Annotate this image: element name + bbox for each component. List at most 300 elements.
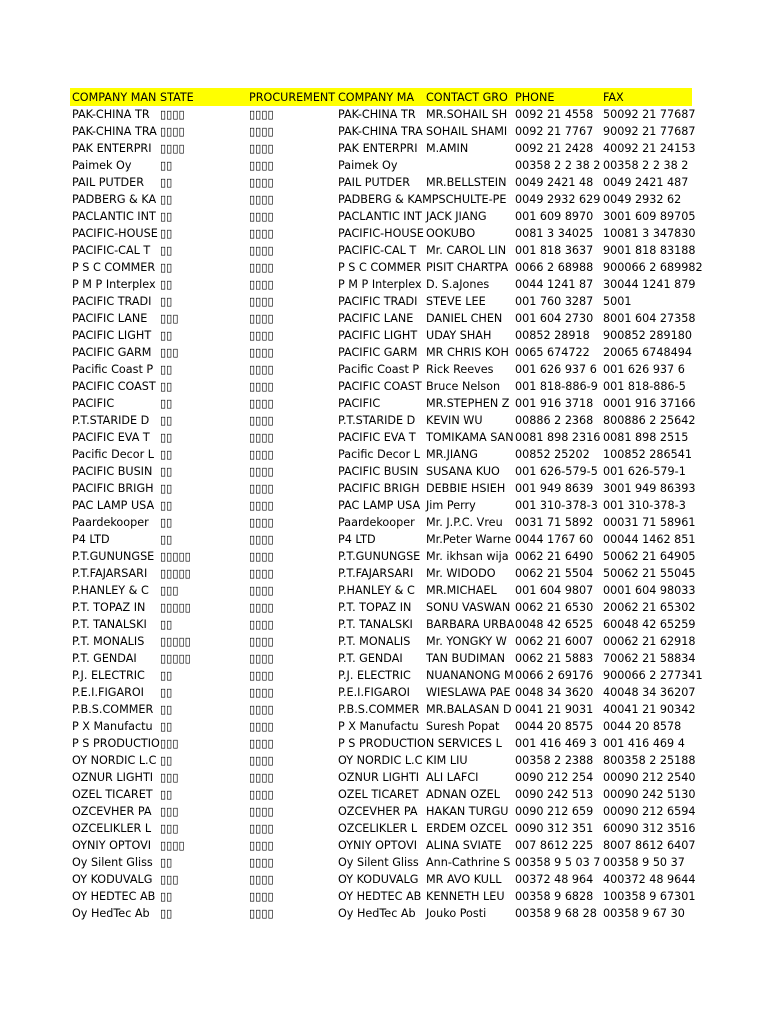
company-name-cell[interactable]: P.HANLEY & C bbox=[72, 584, 149, 597]
fax-cell[interactable]: 900066 2 689982 bbox=[603, 261, 703, 274]
phone-cell[interactable]: 0049 2932 629 bbox=[515, 193, 601, 206]
company-name-cell[interactable]: P M P Interplex bbox=[72, 278, 156, 291]
phone-cell[interactable]: 0044 1241 87 bbox=[515, 278, 594, 291]
company-ma-cell[interactable]: Pacific Coast P bbox=[338, 363, 420, 376]
contact-cell[interactable]: MR.SOHAIL SH bbox=[426, 108, 508, 121]
contact-cell[interactable]: MR.BALASAN D bbox=[426, 703, 512, 716]
procurement-cell[interactable]: ▯▯▯▯ bbox=[249, 703, 274, 716]
phone-cell[interactable]: 001 916 3718 bbox=[515, 397, 594, 410]
contact-cell[interactable]: M.AMIN bbox=[426, 142, 469, 155]
phone-cell[interactable]: 0092 21 7767 bbox=[515, 125, 594, 138]
procurement-cell[interactable]: ▯▯▯▯ bbox=[249, 431, 274, 444]
procurement-cell[interactable]: ▯▯▯▯ bbox=[249, 295, 274, 308]
contact-cell[interactable]: MR.MICHAEL bbox=[426, 584, 497, 597]
contact-cell[interactable]: Mr. CAROL LIN bbox=[426, 244, 507, 257]
procurement-cell[interactable]: ▯▯▯▯ bbox=[249, 567, 274, 580]
procurement-cell[interactable]: ▯▯▯▯ bbox=[249, 805, 274, 818]
state-cell[interactable]: ▯▯ bbox=[160, 227, 173, 240]
company-name-cell[interactable]: P.T.FAJARSARI bbox=[72, 567, 148, 580]
company-ma-cell[interactable]: PACIFIC GARM bbox=[338, 346, 418, 359]
column-header-company-ma[interactable]: COMPANY MA bbox=[338, 91, 415, 104]
state-cell[interactable]: ▯▯▯ bbox=[160, 584, 179, 597]
company-name-cell[interactable]: P4 LTD bbox=[72, 533, 110, 546]
contact-cell[interactable]: TOMIKAMA SAN bbox=[426, 431, 514, 444]
company-name-cell[interactable]: P.T. MONALIS bbox=[72, 635, 145, 648]
company-name-cell[interactable]: OY KODUVALG bbox=[72, 873, 153, 886]
phone-cell[interactable]: 00358 2 2 38 2 bbox=[515, 159, 601, 172]
contact-cell[interactable]: Bruce Nelson bbox=[426, 380, 501, 393]
phone-cell[interactable]: 007 8612 225 bbox=[515, 839, 594, 852]
company-ma-cell[interactable]: OZNUR LIGHTI bbox=[338, 771, 420, 784]
company-name-cell[interactable]: PACIFIC TRADI bbox=[72, 295, 152, 308]
company-name-cell[interactable]: PACIFIC BUSIN bbox=[72, 465, 153, 478]
contact-cell[interactable]: Jouko Posti bbox=[426, 907, 487, 920]
contact-cell[interactable]: Suresh Popat bbox=[426, 720, 500, 733]
phone-cell[interactable]: 001 760 3287 bbox=[515, 295, 594, 308]
phone-cell[interactable]: 0062 21 6490 bbox=[515, 550, 594, 563]
company-ma-cell[interactable]: PACIFIC BRIGH bbox=[338, 482, 420, 495]
state-cell[interactable]: ▯▯ bbox=[160, 159, 173, 172]
phone-cell[interactable]: 001 626 937 6 bbox=[515, 363, 597, 376]
procurement-cell[interactable]: ▯▯▯▯ bbox=[249, 669, 274, 682]
company-name-cell[interactable]: P.E.I.FIGAROI bbox=[72, 686, 144, 699]
phone-cell[interactable]: 0092 21 4558 bbox=[515, 108, 594, 121]
procurement-cell[interactable]: ▯▯▯▯ bbox=[249, 261, 274, 274]
procurement-cell[interactable]: ▯▯▯▯ bbox=[249, 176, 274, 189]
procurement-cell[interactable]: ▯▯▯▯ bbox=[249, 618, 274, 631]
contact-cell[interactable]: DEBBIE HSIEH bbox=[426, 482, 506, 495]
fax-cell[interactable]: 20065 6748494 bbox=[603, 346, 692, 359]
company-name-cell[interactable]: P.T. TANALSKI bbox=[72, 618, 147, 631]
contact-cell[interactable]: Mr. YONGKY W bbox=[426, 635, 507, 648]
fax-cell[interactable]: 0001 916 37166 bbox=[603, 397, 696, 410]
company-name-cell[interactable]: P.T. TOPAZ IN bbox=[72, 601, 146, 614]
company-ma-cell[interactable]: OZCEVHER PA bbox=[338, 805, 418, 818]
procurement-cell[interactable]: ▯▯▯▯ bbox=[249, 873, 274, 886]
company-name-cell[interactable]: PACIFIC-CAL T bbox=[72, 244, 151, 257]
company-ma-cell[interactable]: P S PRODUCTION SERVICES L bbox=[338, 737, 502, 750]
phone-cell[interactable]: 0031 71 5892 bbox=[515, 516, 594, 529]
company-ma-cell[interactable]: Paimek Oy bbox=[338, 159, 398, 172]
state-cell[interactable]: ▯▯ bbox=[160, 397, 173, 410]
phone-cell[interactable]: 0044 1767 60 bbox=[515, 533, 594, 546]
company-name-cell[interactable]: Oy HedTec Ab bbox=[72, 907, 150, 920]
company-name-cell[interactable]: OYNIY OPTOVI bbox=[72, 839, 152, 852]
phone-cell[interactable]: 0062 21 6007 bbox=[515, 635, 594, 648]
state-cell[interactable]: ▯▯▯ bbox=[160, 312, 179, 325]
company-ma-cell[interactable]: P.J. ELECTRIC bbox=[338, 669, 411, 682]
company-ma-cell[interactable]: P4 LTD bbox=[338, 533, 376, 546]
contact-cell[interactable]: Mr.Peter Warne bbox=[426, 533, 512, 546]
company-ma-cell[interactable]: PACIFIC-HOUSE bbox=[338, 227, 424, 240]
fax-cell[interactable]: 00358 2 2 38 2 bbox=[603, 159, 689, 172]
contact-cell[interactable]: ALINA SVIATE bbox=[426, 839, 502, 852]
state-cell[interactable]: ▯▯▯▯ bbox=[160, 125, 185, 138]
contact-cell[interactable]: SONU VASWAN bbox=[426, 601, 511, 614]
company-ma-cell[interactable]: P.E.I.FIGAROI bbox=[338, 686, 410, 699]
state-cell[interactable]: ▯▯▯▯ bbox=[160, 142, 185, 155]
company-ma-cell[interactable]: Oy Silent Gliss bbox=[338, 856, 419, 869]
company-name-cell[interactable]: Paimek Oy bbox=[72, 159, 132, 172]
contact-cell[interactable]: MR AVO KULL bbox=[426, 873, 502, 886]
procurement-cell[interactable]: ▯▯▯▯ bbox=[249, 142, 274, 155]
phone-cell[interactable]: 0044 20 8575 bbox=[515, 720, 594, 733]
fax-cell[interactable]: 800358 2 25188 bbox=[603, 754, 696, 767]
fax-cell[interactable]: 100358 9 67301 bbox=[603, 890, 696, 903]
fax-cell[interactable]: 001 310-378-3 bbox=[603, 499, 686, 512]
procurement-cell[interactable]: ▯▯▯▯ bbox=[249, 584, 274, 597]
company-name-cell[interactable]: PACIFIC-HOUSE bbox=[72, 227, 158, 240]
fax-cell[interactable]: 3001 949 86393 bbox=[603, 482, 696, 495]
contact-cell[interactable]: MR.BELLSTEIN bbox=[426, 176, 507, 189]
phone-cell[interactable]: 001 604 2730 bbox=[515, 312, 594, 325]
fax-cell[interactable]: 0049 2932 62 bbox=[603, 193, 682, 206]
state-cell[interactable]: ▯▯▯▯▯ bbox=[160, 601, 191, 614]
state-cell[interactable]: ▯▯ bbox=[160, 754, 173, 767]
company-ma-cell[interactable]: PACIFIC BUSIN bbox=[338, 465, 419, 478]
contact-cell[interactable]: BARBARA URBA bbox=[426, 618, 515, 631]
state-cell[interactable]: ▯▯ bbox=[160, 856, 173, 869]
company-ma-cell[interactable]: PACIFIC EVA T bbox=[338, 431, 416, 444]
fax-cell[interactable]: 10081 3 347830 bbox=[603, 227, 696, 240]
procurement-cell[interactable]: ▯▯▯▯ bbox=[249, 720, 274, 733]
phone-cell[interactable]: 0090 242 513 bbox=[515, 788, 594, 801]
phone-cell[interactable]: 00886 2 2368 bbox=[515, 414, 594, 427]
company-ma-cell[interactable]: PACIFIC-CAL T bbox=[338, 244, 417, 257]
fax-cell[interactable]: 9001 818 83188 bbox=[603, 244, 696, 257]
company-ma-cell[interactable]: OY NORDIC L.C bbox=[338, 754, 423, 767]
fax-cell[interactable]: 3001 609 89705 bbox=[603, 210, 696, 223]
procurement-cell[interactable]: ▯▯▯▯ bbox=[249, 890, 274, 903]
fax-cell[interactable]: 70062 21 58834 bbox=[603, 652, 696, 665]
state-cell[interactable]: ▯▯ bbox=[160, 210, 173, 223]
contact-cell[interactable]: Mr. ikhsan wija bbox=[426, 550, 509, 563]
state-cell[interactable]: ▯▯▯ bbox=[160, 822, 179, 835]
contact-cell[interactable]: HAKAN TURGU bbox=[426, 805, 509, 818]
phone-cell[interactable]: 001 604 9807 bbox=[515, 584, 594, 597]
fax-cell[interactable]: 50062 21 55045 bbox=[603, 567, 696, 580]
phone-cell[interactable]: 00852 25202 bbox=[515, 448, 590, 461]
phone-cell[interactable]: 0065 674722 bbox=[515, 346, 590, 359]
column-header-procurement[interactable]: PROCUREMENT bbox=[249, 91, 336, 104]
company-ma-cell[interactable]: P S C COMMER bbox=[338, 261, 422, 274]
column-header-phone[interactable]: PHONE bbox=[515, 91, 555, 104]
company-ma-cell[interactable]: P.HANLEY & C bbox=[338, 584, 415, 597]
company-name-cell[interactable]: OZNUR LIGHTI bbox=[72, 771, 154, 784]
phone-cell[interactable]: 0062 21 5883 bbox=[515, 652, 594, 665]
company-ma-cell[interactable]: P.T.GUNUNGSE bbox=[338, 550, 421, 563]
phone-cell[interactable]: 00852 28918 bbox=[515, 329, 590, 342]
contact-cell[interactable]: WIESLAWA PAE bbox=[426, 686, 511, 699]
fax-cell[interactable]: 00090 212 2540 bbox=[603, 771, 696, 784]
state-cell[interactable]: ▯▯ bbox=[160, 244, 173, 257]
company-name-cell[interactable]: P.B.S.COMMER bbox=[72, 703, 154, 716]
procurement-cell[interactable]: ▯▯▯▯ bbox=[249, 499, 274, 512]
column-header-contact[interactable]: CONTACT GRO bbox=[426, 91, 508, 104]
company-ma-cell[interactable]: PAK ENTERPRI bbox=[338, 142, 418, 155]
fax-cell[interactable]: 00090 212 6594 bbox=[603, 805, 696, 818]
procurement-cell[interactable]: ▯▯▯▯ bbox=[249, 652, 274, 665]
phone-cell[interactable]: 0048 34 3620 bbox=[515, 686, 594, 699]
state-cell[interactable]: ▯▯ bbox=[160, 261, 173, 274]
state-cell[interactable]: ▯▯▯ bbox=[160, 737, 179, 750]
state-cell[interactable]: ▯▯ bbox=[160, 380, 173, 393]
fax-cell[interactable]: 0049 2421 487 bbox=[603, 176, 689, 189]
contact-cell[interactable]: Ann-Cathrine S bbox=[426, 856, 511, 869]
state-cell[interactable]: ▯▯▯ bbox=[160, 771, 179, 784]
company-name-cell[interactable]: Oy Silent Gliss bbox=[72, 856, 153, 869]
company-name-cell[interactable]: PACLANTIC INT bbox=[72, 210, 156, 223]
company-ma-cell[interactable]: PACIFIC LANE bbox=[338, 312, 414, 325]
company-name-cell[interactable]: PADBERG & KA bbox=[72, 193, 157, 206]
company-ma-cell[interactable]: Pacific Decor L bbox=[338, 448, 420, 461]
procurement-cell[interactable]: ▯▯▯▯ bbox=[249, 686, 274, 699]
company-name-cell[interactable]: PAK-CHINA TR bbox=[72, 108, 150, 121]
fax-cell[interactable]: 50062 21 64905 bbox=[603, 550, 696, 563]
company-name-cell[interactable]: PAIL PUTDER bbox=[72, 176, 144, 189]
state-cell[interactable]: ▯▯ bbox=[160, 295, 173, 308]
fax-cell[interactable]: 001 416 469 4 bbox=[603, 737, 685, 750]
fax-cell[interactable]: 00031 71 58961 bbox=[603, 516, 696, 529]
state-cell[interactable]: ▯▯ bbox=[160, 669, 173, 682]
phone-cell[interactable]: 0092 21 2428 bbox=[515, 142, 594, 155]
contact-cell[interactable]: ERDEM OZCEL bbox=[426, 822, 508, 835]
company-ma-cell[interactable]: PACLANTIC INT bbox=[338, 210, 422, 223]
phone-cell[interactable]: 001 818 3637 bbox=[515, 244, 594, 257]
contact-cell[interactable]: Rick Reeves bbox=[426, 363, 494, 376]
company-name-cell[interactable]: P S PRODUCTIO bbox=[72, 737, 160, 750]
company-name-cell[interactable]: OY HEDTEC AB bbox=[72, 890, 156, 903]
contact-cell[interactable]: KEVIN WU bbox=[426, 414, 483, 427]
state-cell[interactable]: ▯▯ bbox=[160, 193, 173, 206]
procurement-cell[interactable]: ▯▯▯▯ bbox=[249, 533, 274, 546]
company-ma-cell[interactable]: PACIFIC COAST bbox=[338, 380, 422, 393]
company-ma-cell[interactable]: PACIFIC LIGHT bbox=[338, 329, 418, 342]
procurement-cell[interactable]: ▯▯▯▯ bbox=[249, 754, 274, 767]
contact-cell[interactable]: MR CHRIS KOH bbox=[426, 346, 509, 359]
fax-cell[interactable]: 8001 604 27358 bbox=[603, 312, 696, 325]
state-cell[interactable]: ▯▯ bbox=[160, 414, 173, 427]
procurement-cell[interactable]: ▯▯▯▯ bbox=[249, 856, 274, 869]
company-ma-cell[interactable]: P.T. MONALIS bbox=[338, 635, 411, 648]
company-name-cell[interactable]: P S C COMMER bbox=[72, 261, 156, 274]
state-cell[interactable]: ▯▯▯ bbox=[160, 805, 179, 818]
company-name-cell[interactable]: PACIFIC GARM bbox=[72, 346, 152, 359]
procurement-cell[interactable]: ▯▯▯▯ bbox=[249, 380, 274, 393]
phone-cell[interactable]: 0081 898 2316 bbox=[515, 431, 601, 444]
phone-cell[interactable]: 00358 2 2388 bbox=[515, 754, 594, 767]
state-cell[interactable]: ▯▯ bbox=[160, 329, 173, 342]
company-name-cell[interactable]: PACIFIC LANE bbox=[72, 312, 148, 325]
column-header-state[interactable]: STATE bbox=[160, 91, 194, 104]
procurement-cell[interactable]: ▯▯▯▯ bbox=[249, 788, 274, 801]
company-ma-cell[interactable]: OZEL TICARET bbox=[338, 788, 419, 801]
procurement-cell[interactable]: ▯▯▯▯ bbox=[249, 210, 274, 223]
phone-cell[interactable]: 0062 21 5504 bbox=[515, 567, 594, 580]
contact-cell[interactable]: Jim Perry bbox=[426, 499, 476, 512]
company-name-cell[interactable]: PAK-CHINA TRA bbox=[72, 125, 157, 138]
procurement-cell[interactable]: ▯▯▯▯ bbox=[249, 516, 274, 529]
contact-cell[interactable]: DANIEL CHEN bbox=[426, 312, 503, 325]
phone-cell[interactable]: 0081 3 34025 bbox=[515, 227, 594, 240]
phone-cell[interactable]: 001 609 8970 bbox=[515, 210, 594, 223]
procurement-cell[interactable]: ▯▯▯▯ bbox=[249, 346, 274, 359]
fax-cell[interactable]: 00358 9 50 37 bbox=[603, 856, 685, 869]
state-cell[interactable]: ▯▯ bbox=[160, 788, 173, 801]
state-cell[interactable]: ▯▯▯ bbox=[160, 346, 179, 359]
fax-cell[interactable]: 800886 2 25642 bbox=[603, 414, 696, 427]
company-ma-cell[interactable]: OZCELIKLER L bbox=[338, 822, 418, 835]
fax-cell[interactable]: 60048 42 65259 bbox=[603, 618, 696, 631]
procurement-cell[interactable]: ▯▯▯▯ bbox=[249, 448, 274, 461]
state-cell[interactable]: ▯▯ bbox=[160, 890, 173, 903]
company-name-cell[interactable]: P.T.GUNUNGSE bbox=[72, 550, 155, 563]
company-ma-cell[interactable]: OY HEDTEC AB bbox=[338, 890, 422, 903]
contact-cell[interactable]: STEVE LEE bbox=[426, 295, 486, 308]
company-name-cell[interactable]: P X Manufactu bbox=[72, 720, 153, 733]
company-name-cell[interactable]: PACIFIC EVA T bbox=[72, 431, 150, 444]
fax-cell[interactable]: 100852 286541 bbox=[603, 448, 692, 461]
company-name-cell[interactable]: OZCELIKLER L bbox=[72, 822, 152, 835]
company-ma-cell[interactable]: PAK-CHINA TRA bbox=[338, 125, 423, 138]
phone-cell[interactable]: 0041 21 9031 bbox=[515, 703, 594, 716]
phone-cell[interactable]: 00358 9 6828 bbox=[515, 890, 594, 903]
fax-cell[interactable]: 90092 21 77687 bbox=[603, 125, 696, 138]
state-cell[interactable]: ▯▯▯ bbox=[160, 873, 179, 886]
fax-cell[interactable]: 900852 289180 bbox=[603, 329, 692, 342]
company-name-cell[interactable]: P.T.STARIDE D bbox=[72, 414, 150, 427]
company-ma-cell[interactable]: PAIL PUTDER bbox=[338, 176, 410, 189]
procurement-cell[interactable]: ▯▯▯▯ bbox=[249, 312, 274, 325]
company-ma-cell[interactable]: PACIFIC bbox=[338, 397, 381, 410]
company-ma-cell[interactable]: P.B.S.COMMER bbox=[338, 703, 420, 716]
company-name-cell[interactable]: PACIFIC BRIGH bbox=[72, 482, 154, 495]
company-name-cell[interactable]: OZEL TICARET bbox=[72, 788, 153, 801]
contact-cell[interactable]: OOKUBO bbox=[426, 227, 476, 240]
state-cell[interactable]: ▯▯ bbox=[160, 431, 173, 444]
state-cell[interactable]: ▯▯▯▯ bbox=[160, 839, 185, 852]
company-name-cell[interactable]: Paardekooper bbox=[72, 516, 149, 529]
contact-cell[interactable]: ADNAN OZEL bbox=[426, 788, 500, 801]
procurement-cell[interactable]: ▯▯▯▯ bbox=[249, 737, 274, 750]
procurement-cell[interactable]: ▯▯▯▯ bbox=[249, 635, 274, 648]
phone-cell[interactable]: 0062 21 6530 bbox=[515, 601, 594, 614]
company-name-cell[interactable]: P.J. ELECTRIC bbox=[72, 669, 145, 682]
company-ma-cell[interactable]: OY KODUVALG bbox=[338, 873, 419, 886]
procurement-cell[interactable]: ▯▯▯▯ bbox=[249, 329, 274, 342]
contact-cell[interactable]: PISIT CHARTPA bbox=[426, 261, 509, 274]
procurement-cell[interactable]: ▯▯▯▯ bbox=[249, 771, 274, 784]
phone-cell[interactable]: 00372 48 964 bbox=[515, 873, 594, 886]
procurement-cell[interactable]: ▯▯▯▯ bbox=[249, 108, 274, 121]
fax-cell[interactable]: 001 626 937 6 bbox=[603, 363, 685, 376]
procurement-cell[interactable]: ▯▯▯▯ bbox=[249, 822, 274, 835]
procurement-cell[interactable]: ▯▯▯▯ bbox=[249, 227, 274, 240]
fax-cell[interactable]: 00044 1462 851 bbox=[603, 533, 696, 546]
phone-cell[interactable]: 0049 2421 48 bbox=[515, 176, 594, 189]
column-header-company-name[interactable]: COMPANY MAN bbox=[72, 91, 157, 104]
state-cell[interactable]: ▯▯ bbox=[160, 720, 173, 733]
state-cell[interactable]: ▯▯▯▯▯ bbox=[160, 567, 191, 580]
phone-cell[interactable]: 001 626-579-5 bbox=[515, 465, 598, 478]
company-ma-cell[interactable]: P.T. GENDAI bbox=[338, 652, 403, 665]
company-ma-cell[interactable]: PAK-CHINA TR bbox=[338, 108, 416, 121]
company-name-cell[interactable]: PACIFIC COAST bbox=[72, 380, 156, 393]
fax-cell[interactable]: 900066 2 277341 bbox=[603, 669, 703, 682]
state-cell[interactable]: ▯▯ bbox=[160, 516, 173, 529]
contact-cell[interactable]: D. S.aJones bbox=[426, 278, 490, 291]
company-ma-cell[interactable]: P M P Interplex bbox=[338, 278, 422, 291]
company-ma-cell[interactable]: P.T.STARIDE D bbox=[338, 414, 416, 427]
fax-cell[interactable]: 400372 48 9644 bbox=[603, 873, 696, 886]
state-cell[interactable]: ▯▯ bbox=[160, 482, 173, 495]
procurement-cell[interactable]: ▯▯▯▯ bbox=[249, 465, 274, 478]
fax-cell[interactable]: 00090 242 5130 bbox=[603, 788, 696, 801]
state-cell[interactable]: ▯▯▯▯▯ bbox=[160, 550, 191, 563]
company-ma-cell[interactable]: P X Manufactu bbox=[338, 720, 419, 733]
fax-cell[interactable]: 0001 604 98033 bbox=[603, 584, 696, 597]
column-header-fax[interactable]: FAX bbox=[603, 91, 624, 104]
contact-cell[interactable]: SUSANA KUO bbox=[426, 465, 500, 478]
fax-cell[interactable]: 20062 21 65302 bbox=[603, 601, 696, 614]
contact-cell[interactable]: Mr. WIDODO bbox=[426, 567, 496, 580]
phone-cell[interactable]: 00358 9 5 03 7 bbox=[515, 856, 601, 869]
state-cell[interactable]: ▯▯ bbox=[160, 176, 173, 189]
procurement-cell[interactable]: ▯▯▯▯ bbox=[249, 907, 274, 920]
contact-cell[interactable]: SOHAIL SHAMI bbox=[426, 125, 508, 138]
company-ma-cell[interactable]: P.T. TOPAZ IN bbox=[338, 601, 412, 614]
company-name-cell[interactable]: OZCEVHER PA bbox=[72, 805, 152, 818]
company-ma-cell[interactable]: PAC LAMP USA bbox=[338, 499, 421, 512]
fax-cell[interactable]: 001 818-886-5 bbox=[603, 380, 686, 393]
state-cell[interactable]: ▯▯ bbox=[160, 533, 173, 546]
contact-cell[interactable]: UDAY SHAH bbox=[426, 329, 492, 342]
fax-cell[interactable]: 001 626-579-1 bbox=[603, 465, 686, 478]
state-cell[interactable]: ▯▯▯▯▯ bbox=[160, 635, 191, 648]
state-cell[interactable]: ▯▯ bbox=[160, 363, 173, 376]
contact-cell[interactable]: MR.JIANG bbox=[426, 448, 478, 461]
fax-cell[interactable]: 40041 21 90342 bbox=[603, 703, 696, 716]
company-ma-cell[interactable]: PACIFIC TRADI bbox=[338, 295, 418, 308]
fax-cell[interactable]: 30044 1241 879 bbox=[603, 278, 696, 291]
state-cell[interactable]: ▯▯ bbox=[160, 465, 173, 478]
phone-cell[interactable]: 0066 2 68988 bbox=[515, 261, 594, 274]
state-cell[interactable]: ▯▯ bbox=[160, 618, 173, 631]
procurement-cell[interactable]: ▯▯▯▯ bbox=[249, 363, 274, 376]
phone-cell[interactable]: 0090 212 659 bbox=[515, 805, 594, 818]
procurement-cell[interactable]: ▯▯▯▯ bbox=[249, 278, 274, 291]
company-ma-cell[interactable]: PADBERG & KAMPSCHULTE-PE bbox=[338, 193, 507, 206]
procurement-cell[interactable]: ▯▯▯▯ bbox=[249, 193, 274, 206]
contact-cell[interactable]: KIM LIU bbox=[426, 754, 468, 767]
phone-cell[interactable]: 0048 42 6525 bbox=[515, 618, 594, 631]
procurement-cell[interactable]: ▯▯▯▯ bbox=[249, 125, 274, 138]
state-cell[interactable]: ▯▯ bbox=[160, 907, 173, 920]
contact-cell[interactable]: Mr. J.P.C. Vreu bbox=[426, 516, 503, 529]
phone-cell[interactable]: 0066 2 69176 bbox=[515, 669, 594, 682]
company-name-cell[interactable]: PACIFIC bbox=[72, 397, 115, 410]
state-cell[interactable]: ▯▯▯▯ bbox=[160, 108, 185, 121]
fax-cell[interactable]: 60090 312 3516 bbox=[603, 822, 696, 835]
contact-cell[interactable]: ALI LAFCI bbox=[426, 771, 479, 784]
contact-cell[interactable]: MR.STEPHEN Z bbox=[426, 397, 510, 410]
state-cell[interactable]: ▯▯ bbox=[160, 448, 173, 461]
company-ma-cell[interactable]: OYNIY OPTOVI bbox=[338, 839, 418, 852]
company-ma-cell[interactable]: Paardekooper bbox=[338, 516, 415, 529]
state-cell[interactable]: ▯▯ bbox=[160, 686, 173, 699]
phone-cell[interactable]: 00358 9 68 28 bbox=[515, 907, 597, 920]
company-ma-cell[interactable]: P.T.FAJARSARI bbox=[338, 567, 414, 580]
